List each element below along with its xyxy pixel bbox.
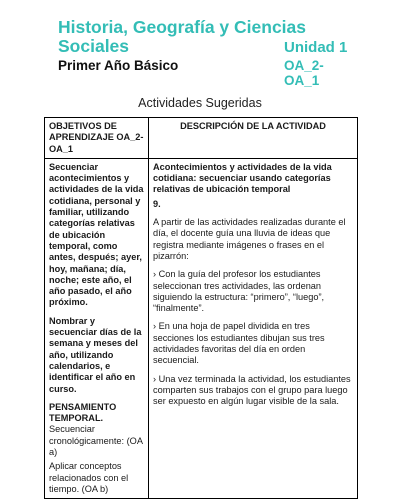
skill-label: PENSAMIENTO TEMPORAL. bbox=[49, 401, 117, 424]
table-row bbox=[45, 158, 358, 498]
subject-title-line1: Historia, Geografía y Ciencias bbox=[58, 17, 307, 37]
activity-paragraph: › Con la guía del profesor los estudiantes seleccionan tres actividades, las ordenan siguiendo la estructura: “primero”, “luego”, “finalmente”. bbox=[153, 269, 325, 314]
document-header bbox=[58, 17, 358, 88]
description-header: DESCRIPCIÓN DE LA ACTIVIDAD bbox=[149, 118, 358, 159]
unit-label: Unidad 1 bbox=[284, 39, 348, 56]
activity-title: Acontecimientos y actividades de la vida cotidiana: secuenciar usando categorías relativas de ubicación temporal bbox=[153, 161, 332, 195]
skill-paragraph bbox=[49, 402, 144, 458]
objectives-cell bbox=[45, 158, 149, 498]
skill-paragraph: Aplicar conceptos relacionados con el tiempo. (OA b) bbox=[49, 461, 129, 494]
oa-code-label: OA_2-OA_1 bbox=[284, 58, 324, 88]
activity-paragraph: › Una vez terminada la actividad, los estudiantes comparten sus trabajos con el grupo para luego ser expuesto en algún lugar visible de la sala. bbox=[153, 373, 351, 407]
grade-label: Primer Año Básico bbox=[58, 58, 179, 73]
activity-paragraph: › En una hoja de papel dividida en tres secciones los estudiantes dibujan sus tres actividades favoritas del día en orden secuencial. bbox=[153, 321, 325, 366]
activity-number: 9. bbox=[153, 198, 161, 209]
table-header-row bbox=[45, 118, 358, 159]
skill-text: Secuenciar cronológicamente: (OA a) bbox=[49, 424, 143, 458]
title-row-2 bbox=[58, 37, 358, 56]
activity-cell bbox=[149, 158, 358, 498]
activity-paragraph: A partir de las actividades realizadas durante el día, el docente guía una lluvia de ideas que registra mediante imágenes o frases en el pizarrón: bbox=[153, 217, 346, 261]
activities-table bbox=[44, 117, 358, 499]
title-row-3 bbox=[58, 58, 358, 88]
objectives-header: OBJETIVOS DE APRENDIZAJE OA_2-OA_1 bbox=[45, 118, 149, 159]
section-title: Actividades Sugeridas bbox=[138, 96, 262, 110]
subject-title-line2: Sociales bbox=[58, 36, 130, 56]
objective-paragraph: Nombrar y secuenciar días de la semana y meses del año, utilizando calendarios, e identificar el año en curso. bbox=[49, 315, 142, 394]
objective-paragraph: Secuenciar acontecimientos y actividades de la vida cotidiana, personal y familiar, utilizando categorías relativas de ubicación temporal, como antes, después; ayer, hoy, mañana; día, noche; este año, el año pasado, el año próximo. bbox=[49, 161, 144, 308]
